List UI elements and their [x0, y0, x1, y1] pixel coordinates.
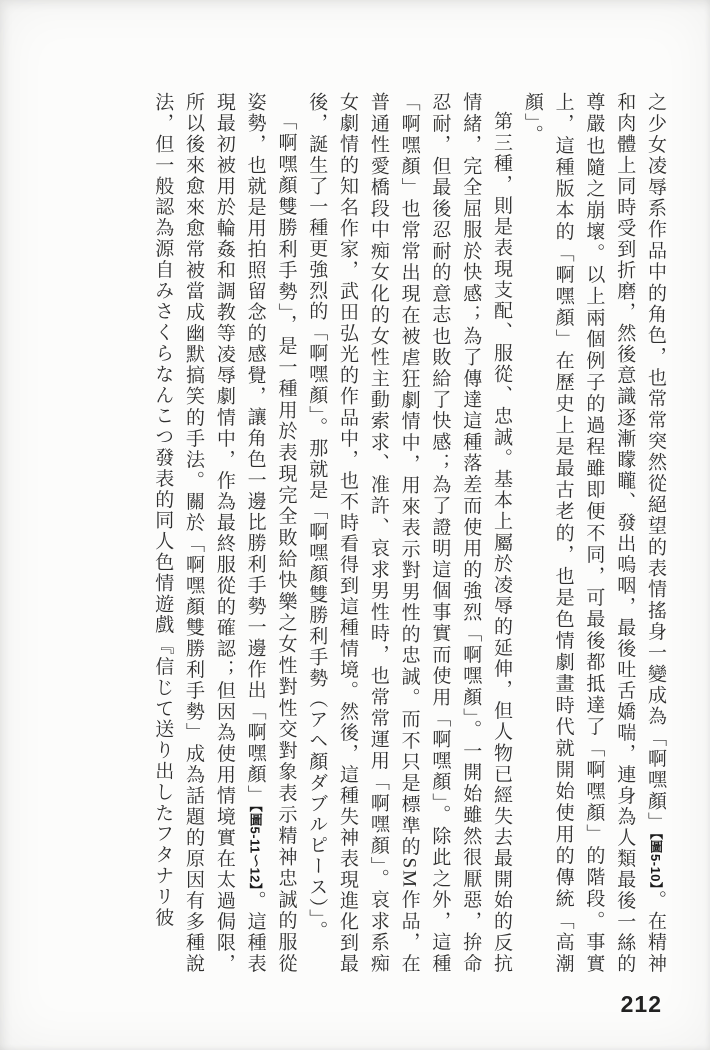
paragraph-1-text-a: 之少女凌辱系作品中的角色，也常常突然從絕望的表情搖身一變成為「啊嘿顏」: [645, 92, 666, 833]
figure-reference-5-11-12: 【圖5-11～12】: [247, 805, 263, 891]
paragraph-1: [516, 92, 670, 974]
figure-reference-5-10: 【圖5-10】: [648, 832, 663, 890]
paragraph-3: [146, 92, 300, 974]
paragraph-3-text-b: 。這種表現最初被用於輪姦和調教等凌辱劇情中，作為最終服從的確認；但因為使用情境實在太過侷限，所以後來愈來愈常被當成幽默搞笑的手法。關於「啊嘿顏雙勝利手勢」成為話題的原因有多種說法，但一般認為源自みさくらなんこつ發表的同人色情遊戲『信じて送り出したフタナリ彼: [152, 92, 266, 974]
paragraph-1-text-b: 。在精神和肉體上同時受到折磨，然後意識逐漸矇矓、發出嗚咽，最後吐舌嬌喘，連身為人類最後一絲的尊嚴也隨之崩壞。以上兩個例子的過程雖即便不同，可最後都抵達了「啊嘿顏」的階段。事實上，這種版本的「啊嘿顏」在歷史上是最古老的，也是色情劇畫時代就開始使用的傳統「高潮顏」。: [521, 92, 666, 974]
page-number: 212: [620, 991, 662, 1017]
vertical-text-block: [98, 92, 670, 974]
paragraph-2: 第三種，則是表現支配、服從、忠誠。基本上屬於凌辱的延伸，但人物已經失去最開始的反抗情緒，完全屈服於快感；為了傳達這種落差而使用的強烈「啊嘿顏」。一開始雖然很厭惡，拚命忍耐，但最後忍耐的意志也敗給了快感；為了證明這個事實而使用「啊嘿顏」。除此之外，這種「啊嘿顏」也常常出現在被虐狂劇情中，用來表示對男性的忠誠。而不只是標準的SM作品，在普通性愛橋段中痴女化的女性主動索求、准許、哀求男性時，也常常運用「啊嘿顏」。哀求系痴女劇情的知名作家，武田弘光的作品中，也不時看得到這種情境。然後，這種失神表現進化到最後，誕生了一種更強烈的「啊嘿顏」。那就是「啊嘿顏雙勝利手勢（アヘ顏ダブルピース）」。: [306, 92, 513, 974]
paragraph-3-text-a: 「啊嘿顏雙勝利手勢」，是一種用於表現完全敗給快樂之女性對性交對象表示精神忠誠的服從姿勢，也就是用拍照留念的感覺，讓角色一邊比勝利手勢一邊作出「啊嘿顏」: [244, 92, 297, 974]
